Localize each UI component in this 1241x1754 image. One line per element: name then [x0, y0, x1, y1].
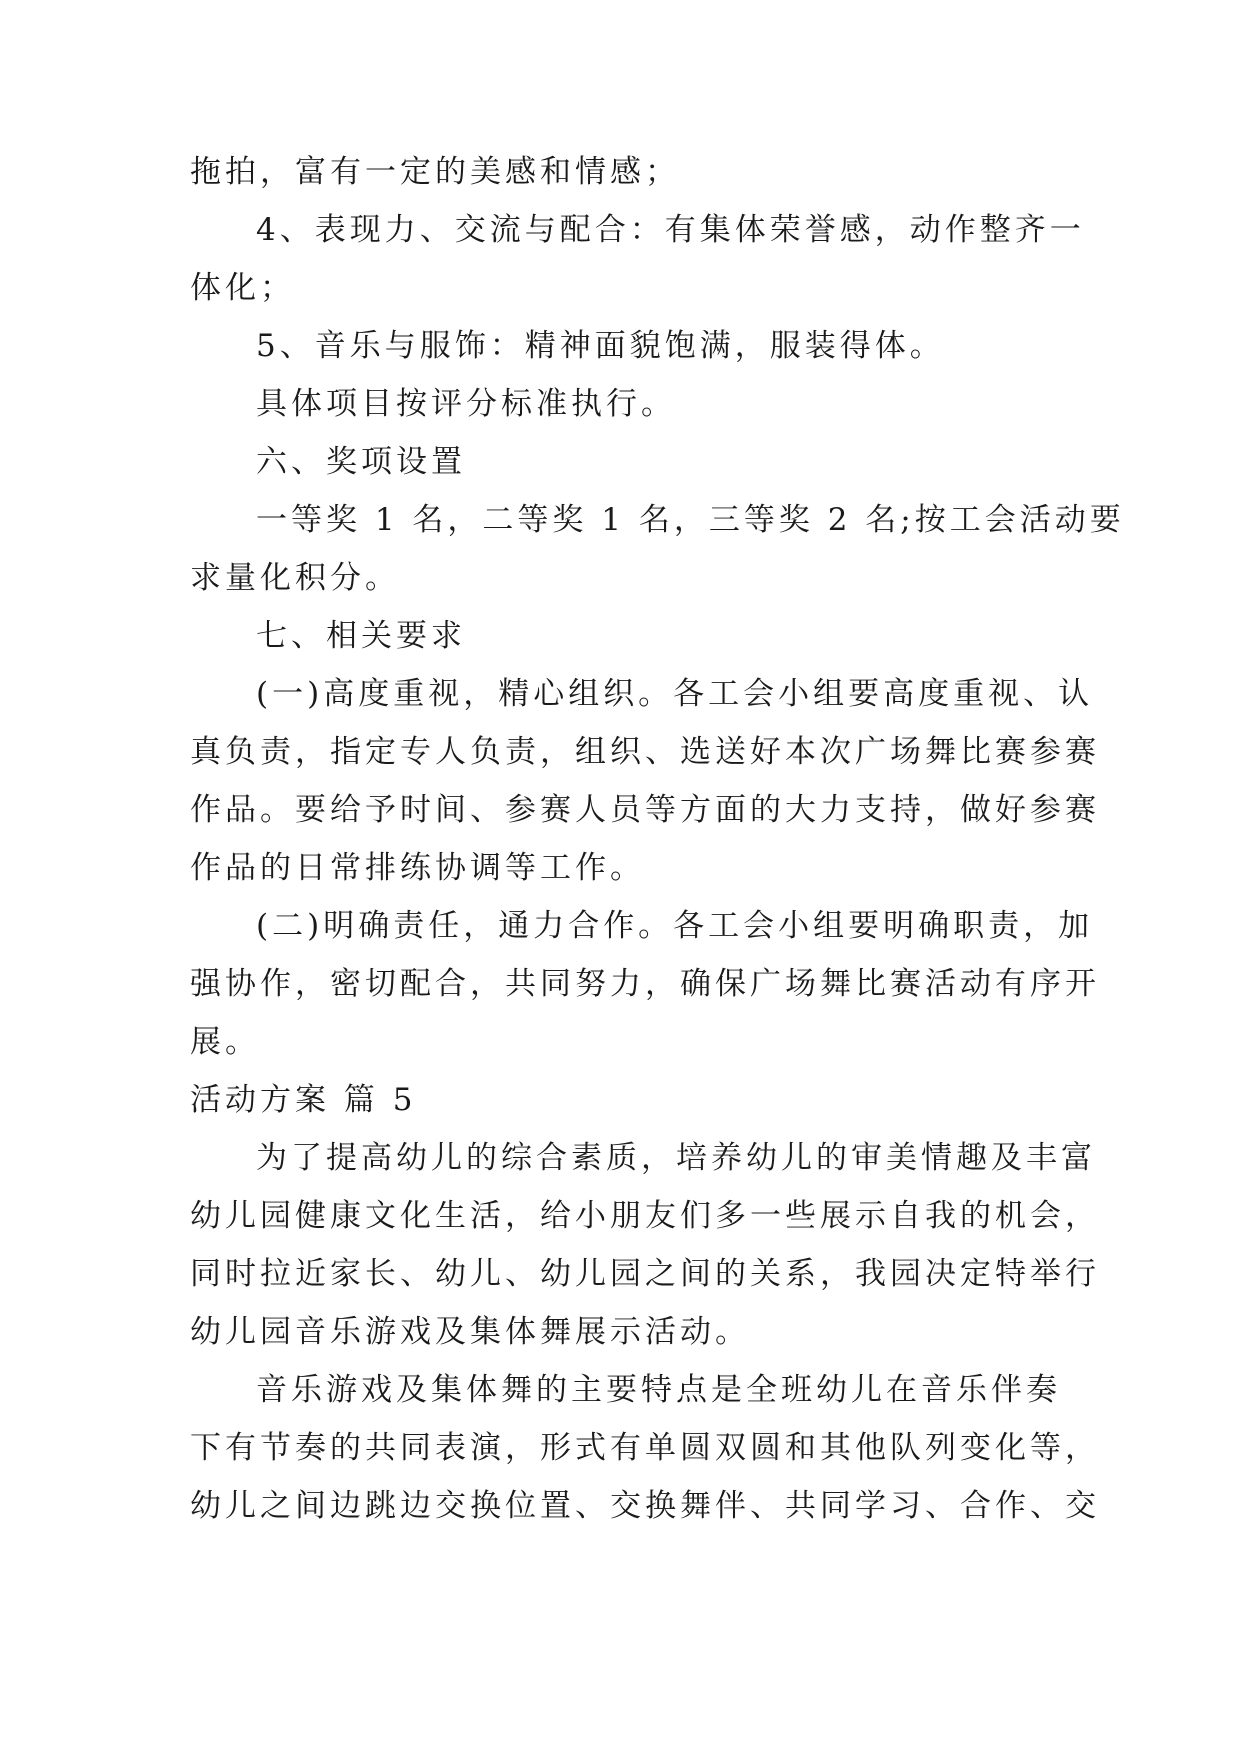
section-heading: 六、奖项设置	[256, 444, 466, 480]
text-line: (一)高度重视，精心组织。各工会小组要高度重视、认	[256, 676, 1094, 712]
text-line: 同时拉近家长、幼儿、幼儿园之间的关系，我园决定特举行	[190, 1256, 1100, 1292]
text-line: 求量化积分。	[190, 560, 400, 596]
text-line: 一等奖 1 名，二等奖 1 名，三等奖 2 名;按工会活动要	[256, 502, 1125, 538]
text-line: 拖拍，富有一定的美感和情感；	[190, 154, 680, 190]
text-line: 幼儿园健康文化生活，给小朋友们多一些展示自我的机会，	[190, 1198, 1100, 1234]
text-line: 为了提高幼儿的综合素质，培养幼儿的审美情趣及丰富	[256, 1140, 1096, 1176]
text-line: 幼儿之间边跳边交换位置、交换舞伴、共同学习、合作、交	[190, 1488, 1100, 1524]
text-line: 体化；	[190, 270, 295, 306]
text-line: 4、表现力、交流与配合：有集体荣誉感，动作整齐一	[256, 212, 1085, 248]
text-line: (二)明确责任，通力合作。各工会小组要明确职责，加	[256, 908, 1094, 944]
text-line: 真负责，指定专人负责，组织、选送好本次广场舞比赛参赛	[190, 734, 1100, 770]
text-line: 音乐游戏及集体舞的主要特点是全班幼儿在音乐伴奏	[256, 1372, 1061, 1408]
section-heading: 七、相关要求	[256, 618, 466, 654]
text-line: 作品。要给予时间、参赛人员等方面的大力支持，做好参赛	[190, 792, 1100, 828]
section-title: 活动方案 篇 5	[190, 1082, 417, 1118]
text-line: 5、音乐与服饰：精神面貌饱满，服装得体。	[256, 328, 945, 364]
text-line: 作品的日常排练协调等工作。	[190, 850, 645, 886]
text-line: 具体项目按评分标准执行。	[256, 386, 676, 422]
text-line: 幼儿园音乐游戏及集体舞展示活动。	[190, 1314, 750, 1350]
text-line: 展。	[190, 1024, 260, 1060]
text-line: 下有节奏的共同表演，形式有单圆双圆和其他队列变化等，	[190, 1430, 1100, 1466]
text-line: 强协作，密切配合，共同努力，确保广场舞比赛活动有序开	[190, 966, 1100, 1002]
